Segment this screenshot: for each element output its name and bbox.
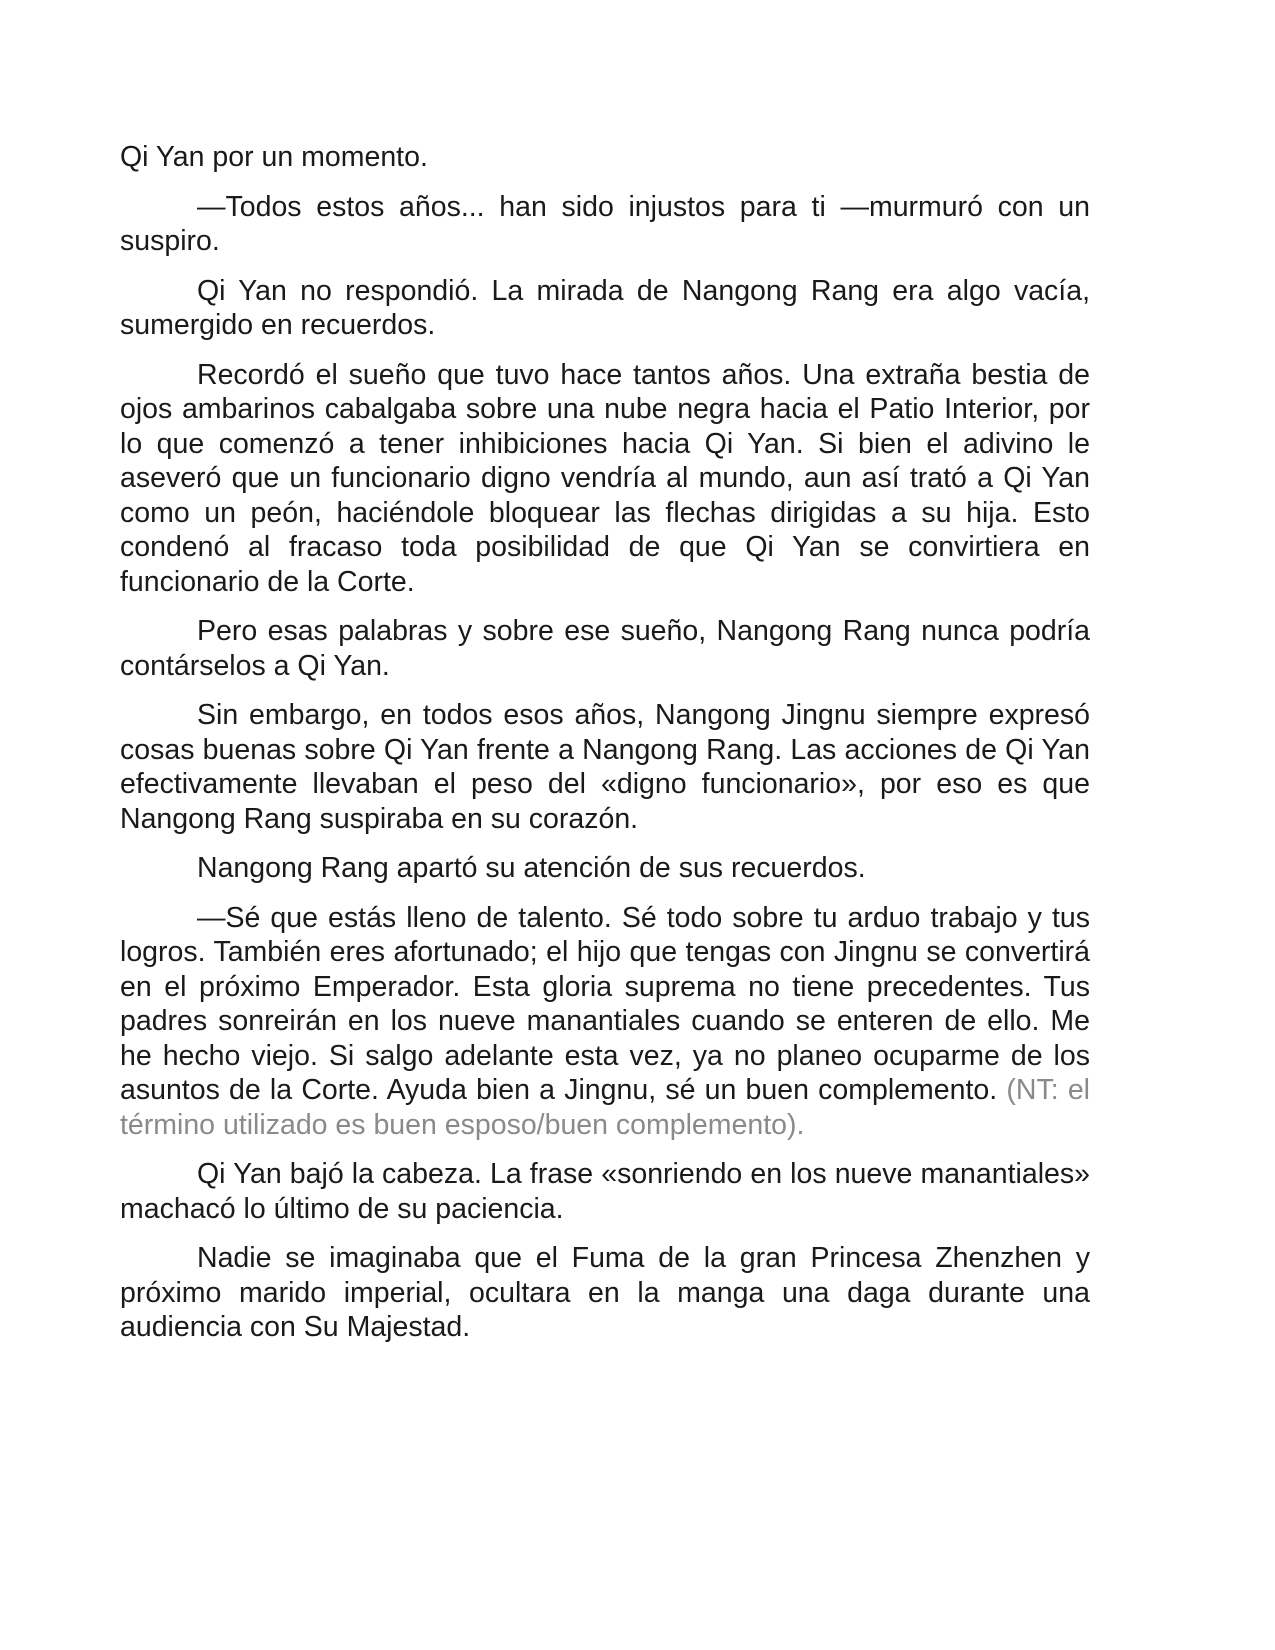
paragraph-6: Sin embargo, en todos esos años, Nangong Jingnu siempre expresó cosas buenas sobre Qi Yan frente a Nangong Rang. Las acciones de Qi Yan efectivamente llevaban el peso del «digno funcionario», por eso es que Nangong Rang suspiraba en su corazón.	[120, 699, 1090, 835]
paragraph-7: Nangong Rang apartó su atención de sus recuerdos.	[197, 852, 866, 884]
paragraph-9: Qi Yan bajó la cabeza. La frase «sonriendo en los nueve manantiales» machacó lo último de su paciencia.	[120, 1158, 1090, 1225]
paragraph-1: Qi Yan por un momento.	[120, 141, 428, 173]
paragraph-3: Qi Yan no respondió. La mirada de Nangong Rang era algo vacía, sumergido en recuerdos.	[120, 274, 1090, 341]
paragraph-8	[120, 901, 1090, 1143]
paragraph-4: Recordó el sueño que tuvo hace tantos años. Una extraña bestia de ojos ambarinos cabalgaba sobre una nube negra hacia el Patio Interior, por lo que comenzó a tener inhibiciones hacia Qi Yan. Si bien el adivino le aseveró que un funcionario digno vendría al mundo, aun así trató a Qi Yan como un peón, haciéndole bloquear las flechas dirigidas a su hija. Esto condenó al fracaso toda posibilidad de que Qi Yan se convirtiera en funcionario de la Corte.	[120, 358, 1090, 598]
paragraph-8-text: —Sé que estás lleno de talento. Sé todo sobre tu arduo trabajo y tus logros. También eres afortunado; el hijo que tengas con Jingnu se convertirá en el próximo Emperador. Esta gloria suprema no tiene precedentes. Tus padres sonreirán en los nueve manantiales cuando se enteren de ello. Me he hecho viejo. Si salgo adelante esta vez, ya no planeo ocuparme de los asuntos de la Corte. Ayuda bien a Jingnu, sé un buen complemento.	[120, 901, 1090, 1106]
paragraph-2: —Todos estos años... han sido injustos para ti —murmuró con un suspiro.	[120, 190, 1090, 257]
translator-note: (NT: el término utilizado es buen esposo/buen complemento).	[120, 1074, 1091, 1141]
paragraph-5: Pero esas palabras y sobre ese sueño, Nangong Rang nunca podría contárselos a Qi Yan.	[120, 615, 1090, 682]
paragraph-10: Nadie se imaginaba que el Fuma de la gran Princesa Zhenzhen y próximo marido imperial, ocultara en la manga una daga durante una audiencia con Su Majestad.	[120, 1242, 1090, 1343]
document-page	[120, 140, 1090, 1360]
